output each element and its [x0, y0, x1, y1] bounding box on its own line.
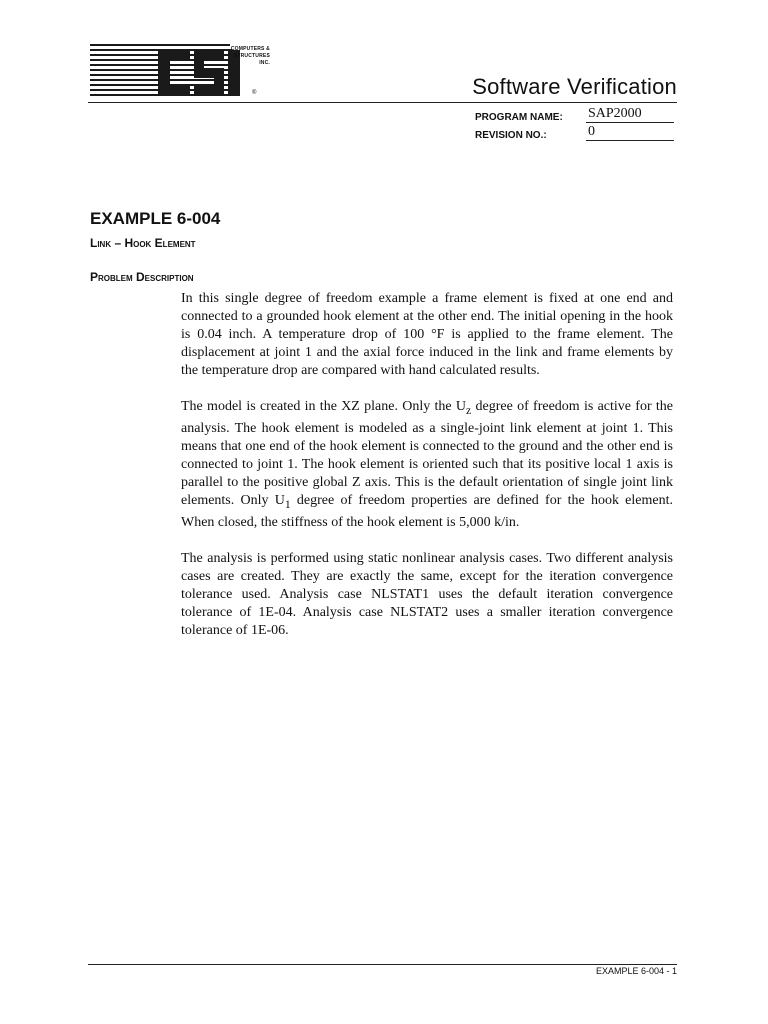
page-footer: EXAMPLE 6-004 - 1 [595, 966, 677, 976]
logo-wordmark: COMPUTERS & STRUCTURES INC. [230, 46, 270, 66]
paragraph-1: In this single degree of freedom example a frame element is fixed at one end and connected to a grounded hook element at the other end. The initial opening in the hook is 0.04 inch. A temperature drop of 100 °F is applied to the frame element. The displacement at joint 1 and the axial force induced in the link and frame elements by the temperature drop are compared with hand calculated results. [181, 291, 673, 378]
problem-description [181, 290, 673, 658]
program-name-label: PROGRAM NAME: [475, 112, 563, 123]
header-divider [88, 102, 677, 103]
registered-mark: ® [252, 90, 257, 96]
revision-label: REVISION NO.: [475, 130, 547, 141]
footer-divider [88, 964, 677, 965]
paragraph-2: The model is created in the XZ plane. Only the $U_z$ degree of freedom is active for the analysis. The hook element is modeled as a single-joint link element at joint 1. This means that one end of the hook element is connected to the ground and the other end is connected to joint 1. The hook element is oriented such that its positive local 1 axis is parallel to the positive global Z axis. This is the default orientation of single joint link elements. Only $U_1$ degree of freedom properties are defined for the hook element. When closed, the stiffness of the hook element is 5,000 k/in. [181, 399, 673, 530]
section-heading: Problem Description [90, 270, 194, 284]
paragraph-3: The analysis is performed using static nonlinear analysis cases. Two different analysis cases are created. They are exactly the same, except for the iteration convergence tolerance used. Analysis case NLSTAT1 uses the default iteration convergence tolerance of 1E-04. Analysis case NLSTAT2 uses a smaller iteration convergence tolerance of 1E-06. [181, 550, 673, 638]
revision-value: 0 [586, 124, 674, 141]
page-title: Software Verification [472, 74, 677, 99]
program-name-value: SAP2000 [586, 106, 674, 123]
example-title: EXAMPLE 6-004 [90, 209, 221, 228]
example-subtitle: Link – Hook Element [90, 236, 196, 250]
